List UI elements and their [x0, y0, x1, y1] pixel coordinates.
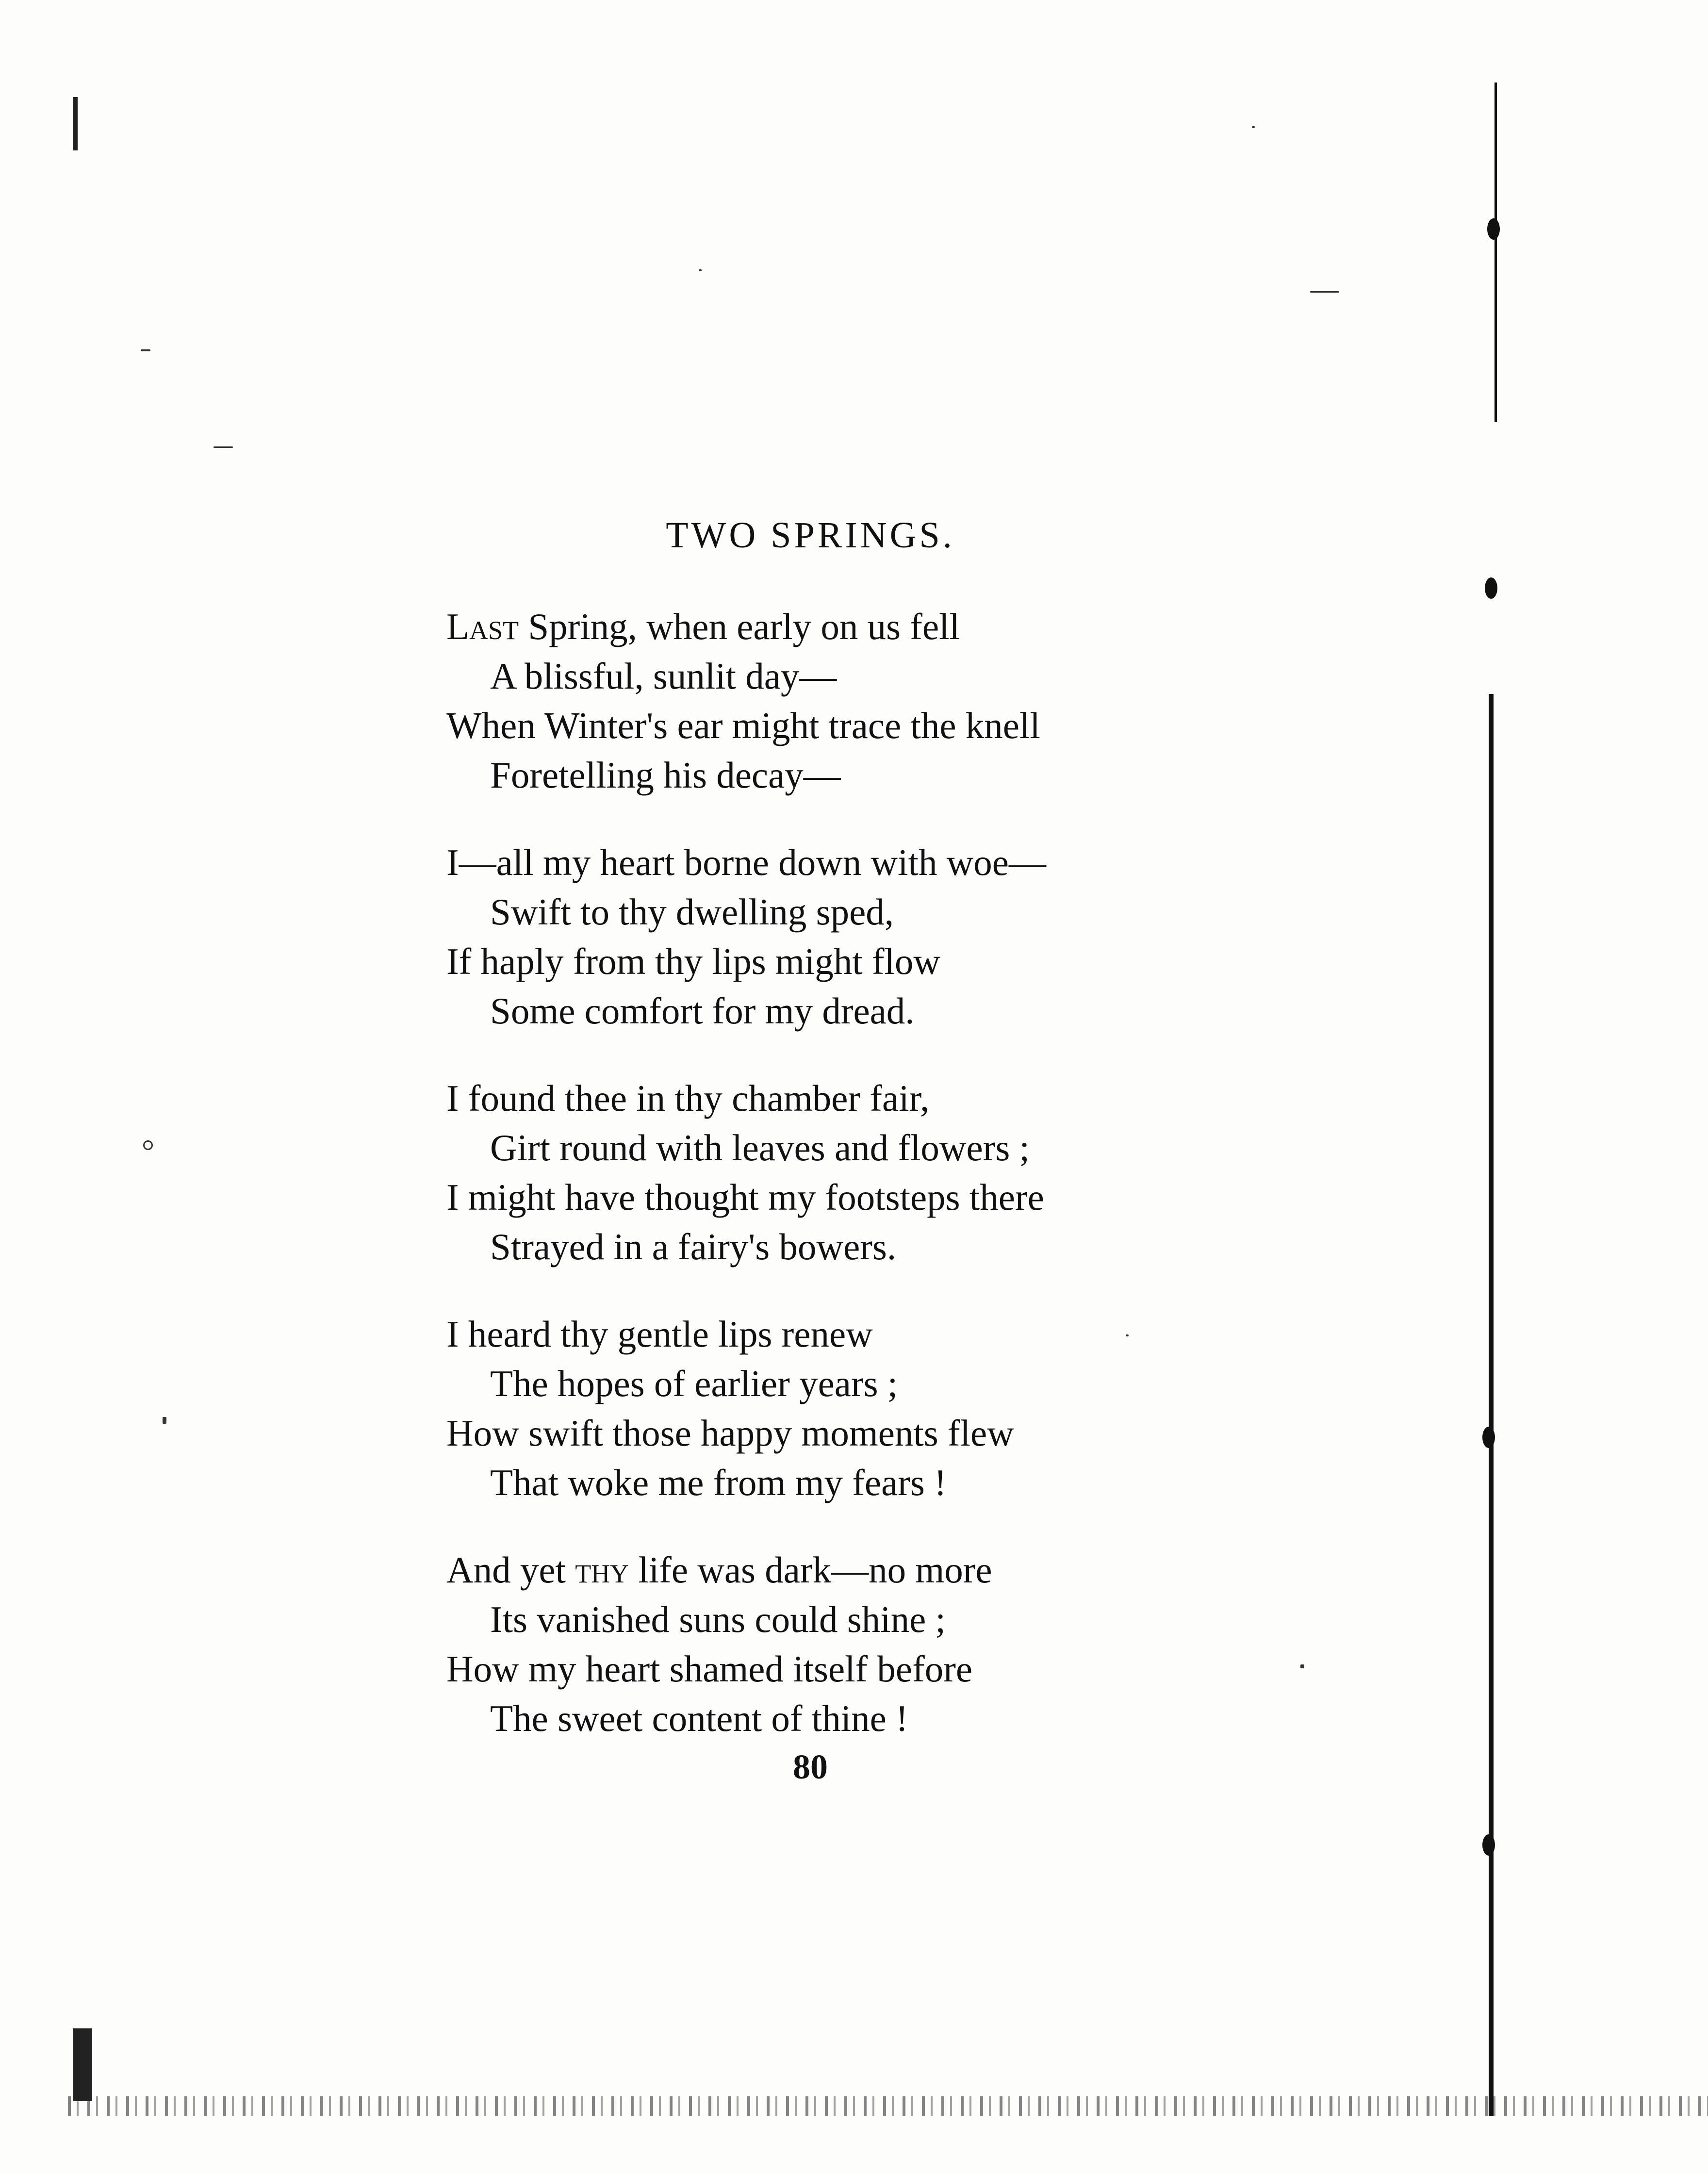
stanza	[446, 602, 1417, 800]
stanza	[446, 1073, 1417, 1271]
poem-line: Foretelling his decay—	[490, 754, 841, 796]
poem-line: How my heart shamed itself before	[446, 1648, 973, 1690]
poem-line: Some comfort for my dread.	[490, 990, 915, 1032]
poem-line: I—all my heart borne down with woe—	[446, 841, 1046, 883]
poem-line: A blissful, sunlit day—	[490, 655, 837, 697]
binding-mark	[1485, 577, 1497, 599]
stanza	[446, 838, 1417, 1036]
poem-line: When Winter's ear might trace the knell	[446, 705, 1040, 746]
binding-mark	[1482, 1834, 1495, 1856]
poem-line: Its vanished suns could shine ;	[490, 1598, 946, 1640]
scan-mark	[73, 97, 78, 150]
stanza	[446, 1309, 1417, 1507]
stanza	[446, 1545, 1417, 1743]
poem-line: And yet thy life was dark—no more	[446, 1549, 992, 1591]
page-number: 80	[793, 1747, 828, 1786]
poem-line: If haply from thy lips might flow	[446, 940, 940, 982]
binding-edge	[1489, 694, 1494, 2116]
binding-mark	[1482, 1427, 1495, 1448]
poem-line: The hopes of earlier years ;	[490, 1363, 898, 1404]
poem-line: Last Spring, when early on us fell	[446, 606, 960, 647]
scan-smudge	[68, 2096, 1708, 2116]
small-caps-word: Last	[446, 606, 519, 647]
poem-line: The sweet content of thine !	[490, 1697, 908, 1739]
poem-line: Strayed in a fairy's bowers.	[490, 1226, 897, 1268]
poem-line: How swift those happy moments flew	[446, 1412, 1014, 1454]
poem-line: I found thee in thy chamber fair,	[446, 1077, 930, 1119]
poem-line: I might have thought my footsteps there	[446, 1176, 1044, 1218]
poem-body	[446, 602, 1417, 1781]
scan-mark	[73, 2028, 92, 2101]
small-caps-word: thy	[575, 1549, 629, 1591]
binding-edge-upper	[1494, 82, 1497, 422]
binding-mark	[1487, 218, 1500, 240]
poem-line: Girt round with leaves and flowers ;	[490, 1127, 1030, 1169]
poem-line: I heard thy gentle lips renew	[446, 1313, 873, 1355]
poem-title: TWO SPRINGS.	[666, 515, 955, 556]
poem-line: That woke me from my fears !	[490, 1462, 947, 1503]
poem-line: Swift to thy dwelling sped,	[490, 891, 894, 933]
